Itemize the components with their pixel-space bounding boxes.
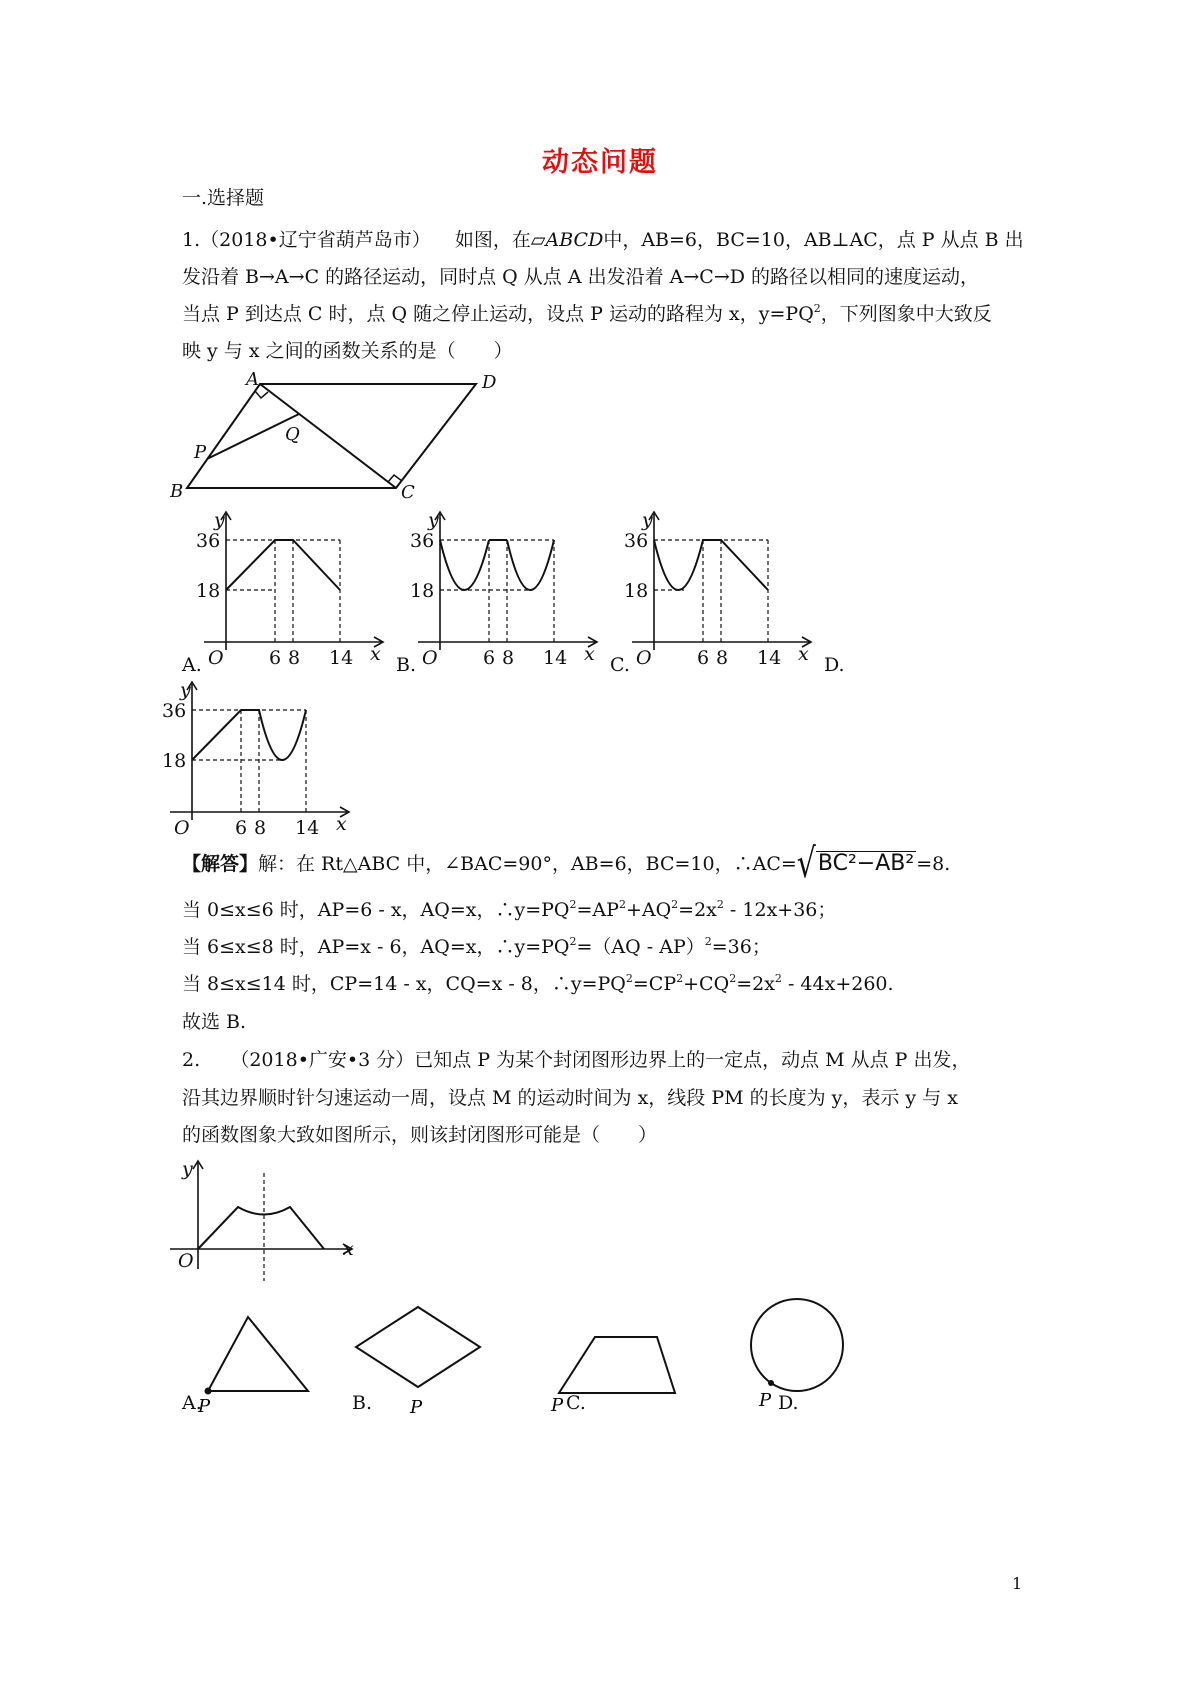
q1-option-a[interactable]: A. — [182, 654, 202, 676]
y-tick-36: 36 — [162, 700, 187, 722]
right-angle-c — [388, 475, 402, 482]
origin-label: O — [422, 647, 438, 668]
origin-label: O — [174, 817, 190, 838]
label-q: Q — [285, 424, 300, 445]
shape-circle — [745, 1293, 855, 1413]
q1-line1-end: 中，AB=6，BC=10，AB⊥AC，点 P 从点 B 出 — [603, 229, 1024, 251]
solution-tag: 【解答】 — [182, 853, 259, 875]
x-tick-6: 6 — [269, 647, 282, 668]
x-axis-label: x — [370, 643, 381, 665]
x-axis-label: x — [336, 813, 347, 835]
q2-line-1 — [182, 1048, 971, 1072]
point-p-marker — [768, 1380, 774, 1386]
shape-triangle — [192, 1313, 322, 1423]
right-angle-a — [255, 391, 268, 398]
q2-curve — [198, 1207, 324, 1249]
curve-d — [192, 710, 306, 760]
solution-line-1 — [182, 840, 951, 888]
y-tick-18: 18 — [624, 580, 649, 602]
y-axis-label: y — [182, 1158, 193, 1180]
point-p-label: P — [551, 1395, 564, 1413]
y-axis-label: y — [180, 679, 191, 701]
origin-label: O — [178, 1250, 194, 1272]
origin-label: O — [636, 647, 652, 668]
q1-line-3 — [182, 302, 992, 326]
curve-a — [226, 540, 340, 590]
q2-number: 2. — [182, 1049, 201, 1071]
q2-line-2: 沿其边界顺时针匀速运动一周，设点 M 的运动时间为 x，线段 PM 的长度为 y，表示 y 与 x — [182, 1087, 958, 1109]
solution-l1-post: =8. — [916, 853, 951, 875]
x-tick-8: 8 — [716, 647, 729, 668]
solution-line-2: 当 0≤x≤6 时，AP=6 - x，AQ=x，$\therefore y=PQ^2=AP^2+AQ^2=2x^2 - 12x+36$； — [182, 898, 837, 921]
label-d: D — [482, 372, 497, 393]
label-b: B — [170, 481, 184, 502]
diagonal-ac — [260, 384, 396, 488]
q1-option-b[interactable]: B. — [396, 654, 417, 676]
q1-graph-c — [624, 508, 824, 668]
y-tick-18: 18 — [162, 750, 187, 772]
y-axis-label: y — [428, 509, 439, 531]
q1-line3-sup: 2 — [813, 302, 821, 315]
q1-graph-a — [196, 508, 396, 668]
x-axis-label: x — [584, 643, 595, 665]
curve-c — [654, 540, 768, 590]
x-tick-6: 6 — [483, 647, 496, 668]
x-tick-8: 8 — [254, 817, 267, 838]
y-tick-36: 36 — [410, 530, 435, 552]
sqrt-radicand: BC²−AB² — [817, 851, 915, 876]
section-heading: 一.选择题 — [182, 187, 265, 209]
label-p: P — [194, 442, 207, 463]
q1-line-2: 发沿着 B→A→C 的路径运动，同时点 Q 从点 A 出发沿着 A→C→D 的路径以相同的速度运动， — [182, 266, 980, 288]
q1-lead: 如图，在 — [454, 229, 531, 251]
solution-line-5: 故选 B. — [182, 1011, 247, 1033]
q2-graph — [170, 1157, 370, 1283]
page-number: 1 — [1012, 1574, 1023, 1593]
label-a: A — [246, 369, 259, 390]
x-tick-14: 14 — [757, 647, 782, 668]
q1-figure-name: ▱ABCD — [530, 229, 604, 251]
y-axis-label: y — [642, 509, 653, 531]
q2-option-d[interactable]: D. — [778, 1392, 799, 1414]
q1-line3-text: 当点 P 到达点 C 时，点 Q 随之停止运动，设点 P 运动的路程为 x，y=PQ — [182, 303, 814, 325]
x-tick-14: 14 — [543, 647, 568, 668]
q1-option-d[interactable]: D. — [824, 654, 845, 676]
solution-line-4: 当 8≤x≤14 时，CP=14 - x，CQ=x - 8，$\therefore y=PQ^2=CP^2+CQ^2=2x^2 - 44x+260$. — [182, 972, 894, 995]
q1-graph-b — [410, 508, 610, 668]
y-tick-18: 18 — [410, 580, 435, 602]
q2-line-3: 的函数图象大致如图所示，则该封闭图形可能是（ ） — [182, 1124, 658, 1146]
q1-line3-end: ，下列图象中大致反 — [820, 303, 992, 325]
y-tick-36: 36 — [196, 530, 221, 552]
q1-line-4: 映 y 与 x 之间的函数关系的是（ ） — [182, 340, 513, 362]
label-c: C — [401, 482, 415, 503]
x-tick-14: 14 — [329, 647, 354, 668]
x-tick-8: 8 — [502, 647, 515, 668]
q2-line1-text: （2018•广安•3 分）已知点 P 为某个封闭图形边界上的一定点，动点 M 从点 P 出发， — [230, 1049, 971, 1071]
q2-option-b[interactable]: B. — [352, 1392, 373, 1414]
x-axis-label: x — [798, 643, 809, 665]
page-title: 动态问题 — [542, 147, 658, 178]
point-p-label: P — [759, 1390, 772, 1411]
curve-b — [440, 540, 554, 590]
q1-graph-d — [162, 678, 362, 838]
x-tick-6: 6 — [235, 817, 248, 838]
parallelogram-abcd — [187, 384, 476, 488]
x-tick-8: 8 — [288, 647, 301, 668]
y-tick-18: 18 — [196, 580, 221, 602]
origin-label: O — [208, 647, 224, 668]
y-axis-label: y — [214, 509, 225, 531]
x-tick-14: 14 — [295, 817, 320, 838]
y-tick-36: 36 — [624, 530, 649, 552]
q2-option-a[interactable]: A. — [182, 1392, 202, 1414]
q2-option-c[interactable]: C. — [566, 1392, 586, 1414]
q1-line-1 — [182, 228, 1024, 252]
point-p-marker — [205, 1388, 212, 1395]
solution-line-3: 当 6≤x≤8 时，AP=x - 6，AQ=x，$\therefore y=PQ^2=(AQ - AP)^2=36$； — [182, 935, 771, 958]
q1-option-c[interactable]: C. — [610, 654, 630, 676]
point-p-label: P — [410, 1397, 423, 1418]
x-axis-label: x — [343, 1238, 354, 1260]
shape-rhombus — [352, 1303, 492, 1419]
sqrt-expression: √BC²−AB² — [796, 840, 915, 888]
x-tick-6: 6 — [697, 647, 710, 668]
q1-number: 1. — [182, 229, 201, 251]
point-p-label: P — [198, 1396, 211, 1417]
solution-l1-pre: 解：在 Rt△ABC 中，∠BAC=90°，AB=6，BC=10，∴AC= — [258, 853, 797, 875]
q1-source: （2018•辽宁省葫芦岛市） — [200, 229, 431, 251]
parallelogram-figure — [170, 368, 530, 504]
